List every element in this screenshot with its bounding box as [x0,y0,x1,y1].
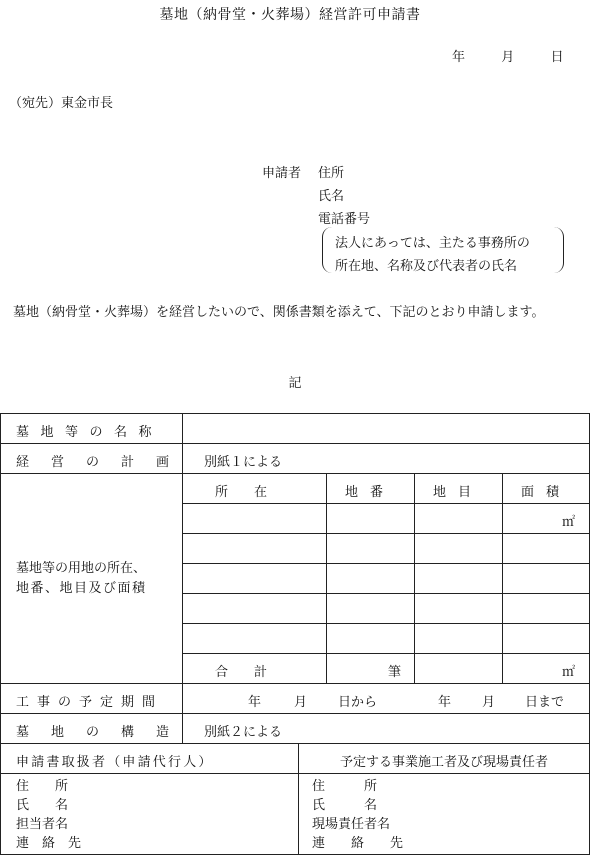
period-from-month: 月 [294,695,308,710]
cemetery-name-label-text: 墓地等の名称 [16,425,164,440]
applicant-block [262,162,370,231]
total-label-text: 合計 [214,665,293,680]
applicant-address-label: 住所 [318,166,345,181]
column-lot-number [326,481,414,500]
area-unit-row-1: ㎡ [562,515,576,530]
contractor-name-label: 氏 名 [312,798,378,813]
date-year-label: 年 [452,50,466,65]
applicant-phone-label: 電話番号 [318,212,371,227]
construction-period-label-text: 工事の予定期間 [16,695,164,710]
period-to-year: 年 [438,695,452,710]
handler-label-text: 申請書取扱者（申請代行人） [16,755,214,770]
column-location-text: 所在 [214,485,293,500]
land-details-label-line-1: 墓地等の用地の所在、 [16,561,147,576]
management-plan-value: 別紙１による [204,455,283,470]
column-location [182,481,326,500]
column-lot-number-text: 地番 [344,485,395,500]
period-from-year: 年 [248,695,262,710]
handler-label [16,751,214,770]
contractor-label: 予定する事業施工者及び現場責任者 [339,755,548,770]
handler-details [16,777,81,853]
corporate-note-line-2: 所在地、名称及び代表者の氏名 [335,259,518,274]
structure-label-text: 墓地の構造 [16,725,192,740]
handler-name-label: 氏 名 [16,798,69,813]
date-day-label: 日 [550,50,564,65]
column-land-category-text: 地目 [432,485,483,500]
contractor-address-label: 住 所 [312,779,378,794]
total-area-unit: ㎡ [562,665,576,680]
column-area [502,481,590,500]
applicant-label: 申請者 [262,166,302,181]
request-statement [0,300,590,326]
structure-value: 別紙２による [204,725,283,740]
management-plan-label-text: 経営の計画 [16,455,192,470]
contractor-contact-label: 連 絡 先 [312,836,404,851]
land-details-label [16,559,147,599]
construction-period-label [16,691,163,710]
management-plan-label [16,451,192,470]
contractor-manager-label: 現場責任者名 [312,817,391,832]
cemetery-name-label [16,421,166,440]
contractor-details [312,777,403,853]
land-details-label-line-2: 地番、地目及び面積 [16,581,147,596]
handler-address-label: 住 所 [16,779,69,794]
addressee: （宛先）東金市長 [9,96,114,111]
column-land-category [414,481,502,500]
handler-contact-label: 連 絡 先 [16,836,82,851]
corporate-note [335,232,530,278]
handler-person-label: 担当者名 [16,817,69,832]
lot-count-unit: 筆 [388,665,402,680]
structure-label [16,721,191,740]
applicant-name-label: 氏名 [318,189,345,204]
ki-heading: 記 [288,376,302,391]
period-to-month: 月 [482,695,496,710]
total-label [182,661,326,680]
date-line [452,46,564,65]
document-title: 墓地（納骨堂・火葬場）経営許可申請書 [159,7,421,23]
details-table [0,413,590,855]
request-statement-text: 墓地（納骨堂・火葬場）を経営したいので、関係書類を添えて、下記のとおり申請します。 [13,305,545,320]
date-month-label: 月 [501,50,515,65]
period-from-day: 日から [338,695,378,710]
period-to-day: 日まで [525,695,565,710]
corporate-note-line-1: 法人にあっては、主たる事務所の [335,236,530,251]
column-area-text: 面積 [520,485,571,500]
